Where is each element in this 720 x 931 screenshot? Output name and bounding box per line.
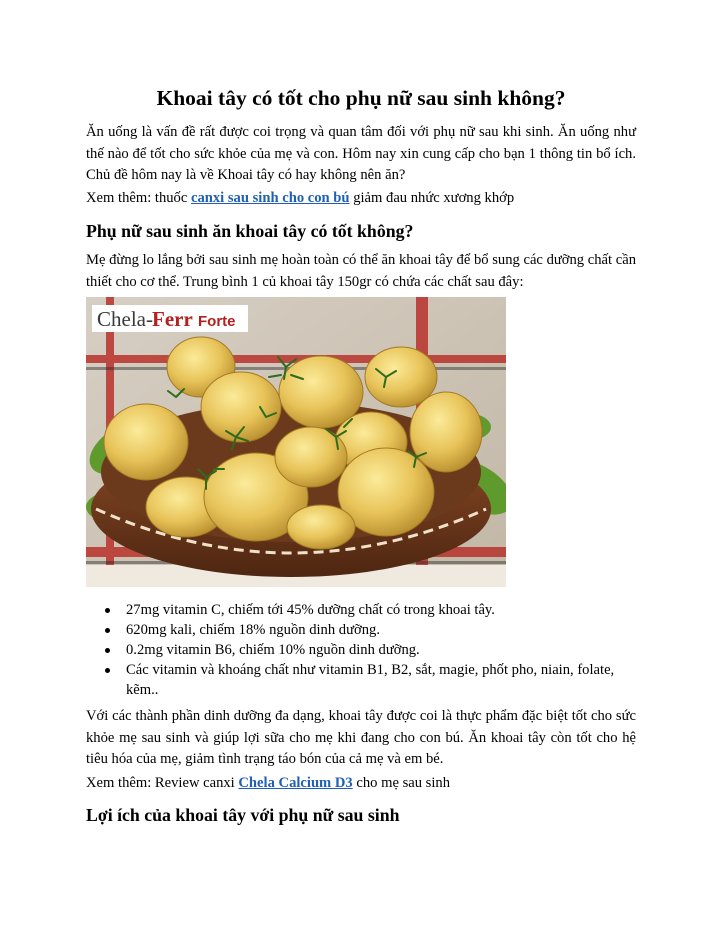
boiled-potatoes-photo — [86, 297, 506, 587]
bullet-icon — [105, 628, 110, 633]
list-item: 0.2mg vitamin B6, chiếm 10% nguồn dinh dưỡng. — [86, 640, 636, 660]
see-also-suffix: cho mẹ sau sinh — [352, 775, 450, 791]
logo-part-ferr: Ferr — [152, 307, 193, 331]
logo-part-chela: Chela- — [97, 307, 153, 331]
page-title: Khoai tây có tốt cho phụ nữ sau sinh không? — [156, 86, 566, 110]
section-heading-1: Phụ nữ sau sinh ăn khoai tây có tốt không? — [86, 221, 414, 241]
see-also-line-2 — [86, 773, 636, 795]
logo-part-forte: Forte — [198, 313, 236, 330]
list-item: 27mg vitamin C, chiếm tới 45% dưỡng chất có trong khoai tây. — [86, 600, 636, 620]
see-also-suffix: giảm đau nhức xương khớp — [349, 190, 515, 206]
bullet-icon — [105, 648, 110, 653]
benefits-paragraph: Với các thành phần dinh dưỡng đa dạng, khoai tây được coi là thực phẩm đặc biệt tốt cho sức khỏe mẹ sau sinh và giúp lợi sữa cho mẹ khi đang cho con bú. Ăn khoai tây còn tốt cho hệ tiêu hóa của mẹ, giảm tình trạng táo bón của cả mẹ và em bé. — [86, 708, 636, 767]
see-also-prefix: Xem thêm: Review canxi — [86, 775, 239, 791]
see-also-prefix: Xem thêm: thuốc — [86, 190, 191, 206]
link-chela-calcium-d3[interactable]: Chela Calcium D3 — [238, 775, 353, 791]
nutrient-list — [86, 600, 636, 700]
list-item: Các vitamin và khoáng chất như vitamin B1, B2, sắt, magie, phốt pho, niain, folate, kẽm.. — [86, 660, 636, 700]
section-heading-2: Lợi ích của khoai tây với phụ nữ sau sinh — [86, 805, 400, 825]
see-also-line-1 — [86, 188, 636, 210]
list-item: 620mg kali, chiếm 18% nguồn dinh dưỡng. — [86, 620, 636, 640]
intro-paragraph: Ăn uống là vấn đề rất được coi trọng và quan tâm đối với phụ nữ sau khi sinh. Ăn uống như thế nào để tốt cho sức khỏe của mẹ và con. Hôm nay xin cung cấp cho bạn 1 thông tin bổ ích. Chủ đề hôm nay là về Khoai tây có hay không nên ăn? — [86, 124, 636, 183]
bullet-icon — [105, 668, 110, 673]
bullet-icon — [105, 608, 110, 613]
section-1-paragraph: Mẹ đừng lo lắng bởi sau sinh mẹ hoàn toàn có thể ăn khoai tây để bổ sung các dưỡng chất cần thiết cho cơ thể. Trung bình 1 củ khoai tây 150gr có chứa các chất sau đây: — [86, 252, 636, 290]
link-canxi-sau-sinh[interactable]: canxi sau sinh cho con bú — [190, 190, 350, 206]
